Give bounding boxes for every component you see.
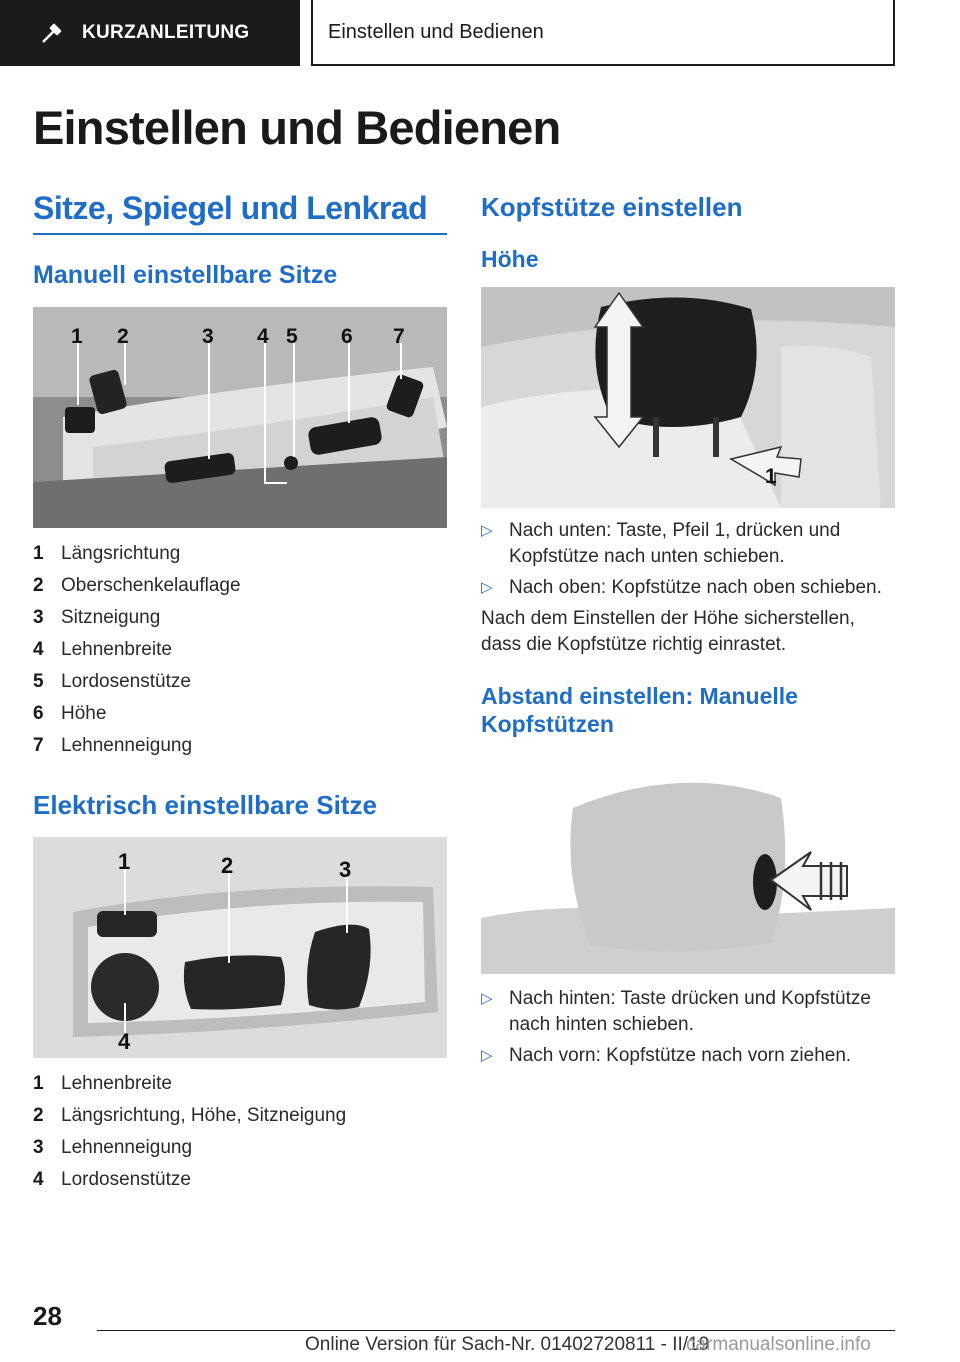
wrench-icon [40, 21, 64, 45]
distance-instructions [481, 986, 895, 1069]
list-item: 4 Lehnenbreite [33, 639, 172, 660]
electric-seat-controls-illustration [33, 837, 447, 1058]
footer-text: Online Version für Sach-Nr. 01402720811 - II/19 [305, 1334, 710, 1355]
electric-seats-title: Elektrisch einstellbare Sitze [33, 790, 377, 820]
headrest-height-illustration [481, 287, 895, 508]
triangle-bullet-icon: ▷ [481, 579, 493, 596]
manual-callout-6: 6 [341, 325, 353, 348]
list-item: 2 Oberschenkelauflage [33, 575, 241, 596]
list-item: 6 Höhe [33, 703, 107, 724]
list-item: ▷ Nach hinten: Taste drücken und Kopfstütze nach hinten schieben. [481, 986, 895, 1038]
height-callout-1: 1 [765, 465, 777, 488]
electric-callout-4: 4 [118, 1029, 131, 1054]
height-instructions [481, 518, 895, 601]
list-item: 2 Längsrichtung, Höhe, Sitzneigung [33, 1105, 347, 1126]
list-item: 1 Lehnenbreite [33, 1073, 172, 1094]
manual-seats-title: Manuell einstellbare Sitze [33, 261, 338, 289]
page-title: Einstellen und Bedienen [33, 101, 561, 154]
list-item: ▷ Nach oben: Kopfstütze nach oben schieben. [481, 575, 895, 601]
triangle-bullet-icon: ▷ [481, 990, 493, 1007]
manual-callout-5: 5 [286, 325, 298, 348]
right-column [481, 190, 895, 1074]
manual-callout-1: 1 [71, 325, 83, 348]
list-item: 4 Lordosenstütze [33, 1169, 191, 1190]
triangle-bullet-icon: ▷ [481, 1047, 493, 1064]
electric-callout-1: 1 [118, 849, 131, 874]
watermark: carmanualsonline.info [686, 1334, 871, 1355]
triangle-bullet-icon: ▷ [481, 522, 493, 539]
list-item: 3 Lehnenneigung [33, 1137, 193, 1158]
footer-divider [97, 1330, 895, 1331]
header-section-title: Einstellen und Bedienen [311, 0, 895, 66]
section-title: Sitze, Spiegel und Lenkrad [33, 190, 447, 235]
list-item: ▷ Nach unten: Taste, Pfeil 1, drücken und Kopfstütze nach unten schieben. [481, 518, 895, 570]
header-tab-quickguide[interactable] [0, 0, 300, 66]
manual-callout-3: 3 [202, 325, 214, 348]
list-item: 5 Lordosenstütze [33, 671, 191, 692]
left-column [33, 190, 447, 1196]
list-item: 3 Sitzneigung [33, 607, 161, 628]
manual-seat-legend [33, 538, 447, 762]
headrest-distance-illustration [481, 768, 895, 974]
manual-callout-7: 7 [393, 325, 405, 348]
headrest-distance-title: Abstand einstellen: Manuelle Kopfstützen [481, 683, 798, 737]
page-number: 28 [33, 1301, 62, 1331]
list-item: ▷ Nach vorn: Kopfstütze nach vorn ziehen. [481, 1043, 895, 1069]
manual-seat-illustration [33, 307, 447, 528]
height-note: Nach dem Einstellen der Höhe sicherstellen, dass die Kopfstütze richtig einrastet. [481, 608, 855, 655]
electric-callout-2: 2 [221, 853, 234, 878]
electric-seat-legend [33, 1068, 447, 1196]
header-tab-label: KURZANLEITUNG [82, 22, 250, 43]
headrest-title: Kopfstütze einstellen [481, 192, 743, 222]
list-item: 7 Lehnenneigung [33, 735, 193, 756]
list-item: 1 Längsrichtung [33, 543, 181, 564]
electric-callout-3: 3 [339, 857, 352, 882]
manual-callout-2: 2 [117, 325, 129, 348]
manual-callout-4: 4 [257, 325, 269, 348]
headrest-height-title: Höhe [481, 246, 539, 272]
